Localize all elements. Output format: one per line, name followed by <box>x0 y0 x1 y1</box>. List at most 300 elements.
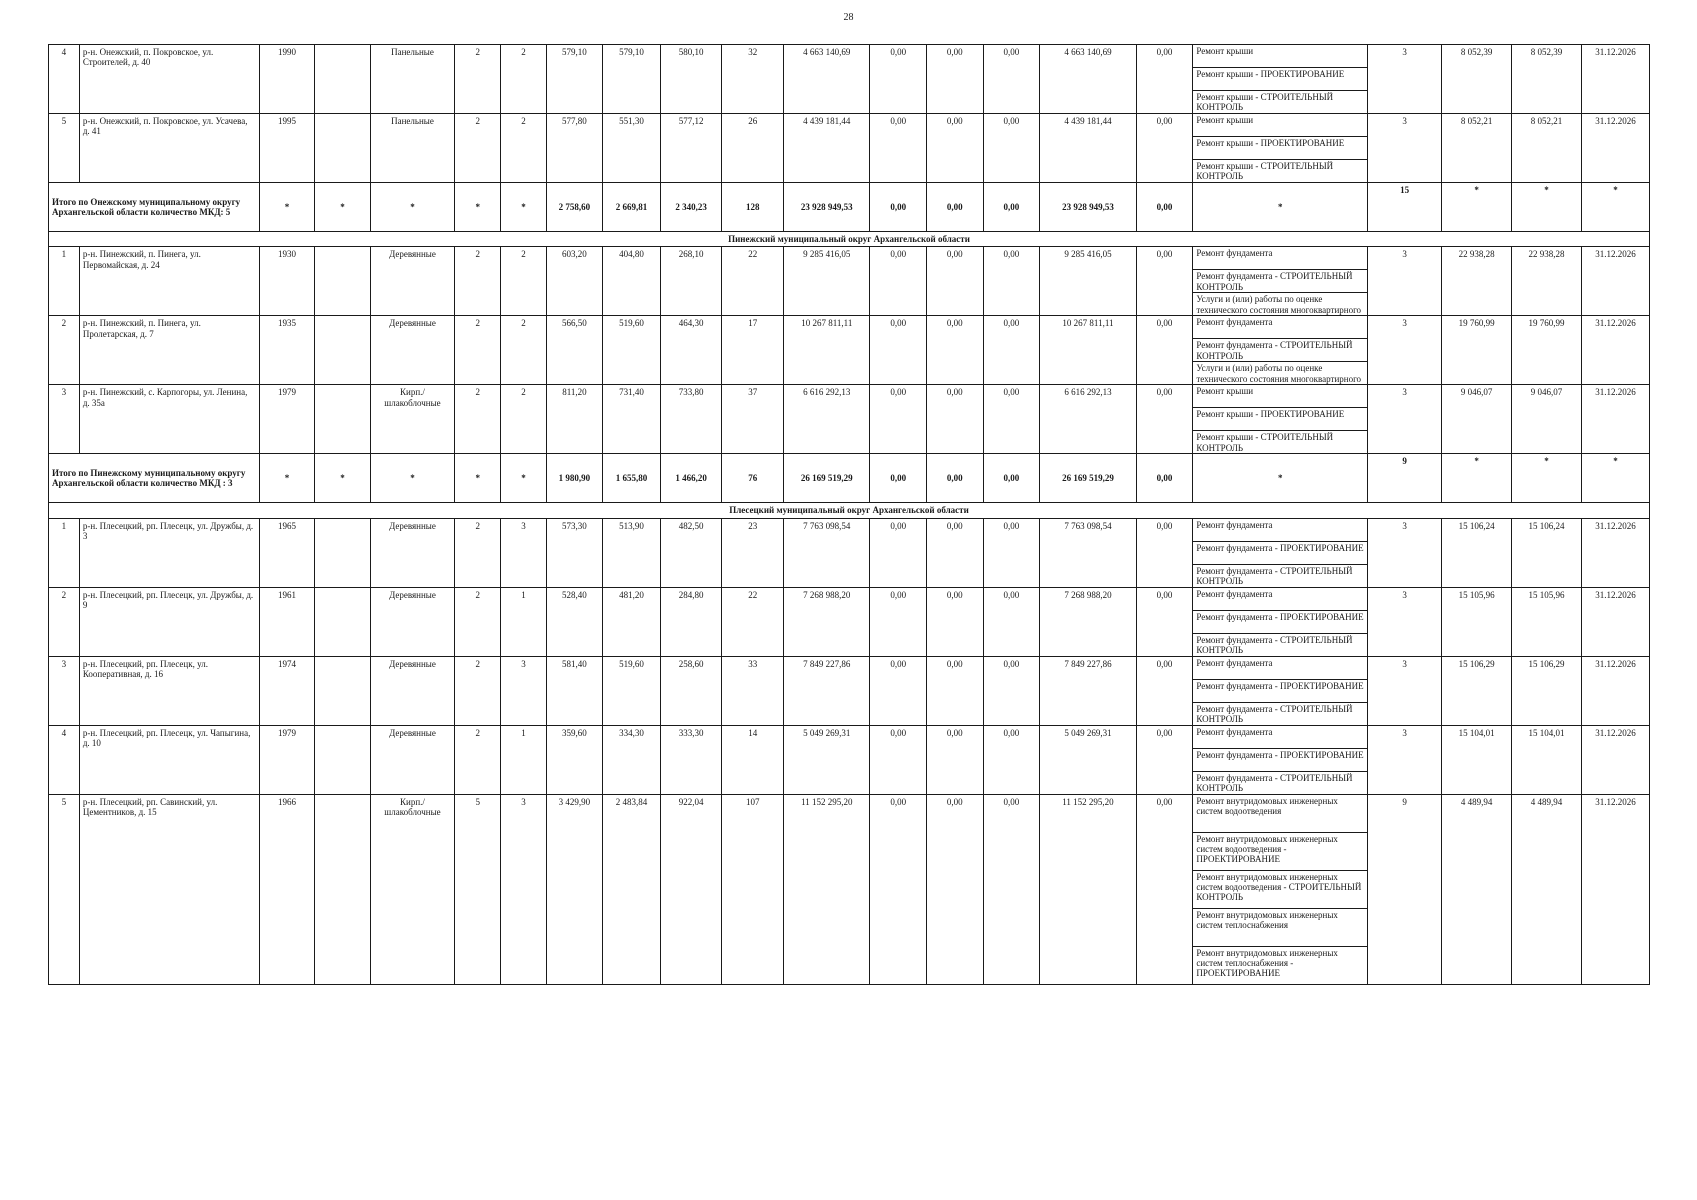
unit-cost-max: 4 489,94 <box>1512 794 1582 984</box>
cost-regional: 0,00 <box>927 656 984 725</box>
work-item: Ремонт фундамента - СТРОИТЕЛЬНЫЙ КОНТРОЛЬ <box>1196 565 1353 587</box>
area-living: 334,30 <box>603 725 661 794</box>
total-residents: 128 <box>722 183 784 232</box>
unit-cost: 15 105,96 <box>1442 587 1512 656</box>
wall-material: Деревянные <box>370 518 454 587</box>
floors-count: 2 <box>455 385 501 454</box>
unit-cost: 22 938,28 <box>1442 247 1512 316</box>
work-item: Ремонт крыши - СТРОИТЕЛЬНЫЙ КОНТРОЛЬ <box>1196 432 1334 453</box>
work-item: Ремонт внутридомовых инженерных систем теплоснабжения <box>1193 909 1367 947</box>
work-item: Ремонт фундамента <box>1193 726 1367 749</box>
cost-regional: 0,00 <box>927 725 984 794</box>
total-star-unit-max: * <box>1512 454 1582 503</box>
total-star-unit-max: * <box>1512 183 1582 232</box>
page-number: 28 <box>843 12 854 23</box>
cost-total: 7 763 098,54 <box>784 518 870 587</box>
works-cell <box>1193 794 1368 984</box>
area-living: 579,10 <box>603 45 661 114</box>
year-last-repair <box>315 587 371 656</box>
cost-regional: 0,00 <box>927 385 984 454</box>
entrances-count: 3 <box>501 656 546 725</box>
area-residential: 464,30 <box>660 316 722 385</box>
year-last-repair <box>315 45 371 114</box>
work-item: Ремонт внутридомовых инженерных систем водоотведения <box>1193 795 1367 833</box>
residents-count: 26 <box>722 114 784 183</box>
works-count: 3 <box>1368 114 1442 183</box>
area-residential: 580,10 <box>660 45 722 114</box>
deadline: 31.12.2026 <box>1581 385 1649 454</box>
cost-local: 0,00 <box>983 247 1040 316</box>
works-list <box>1193 247 1367 315</box>
work-item: Ремонт фундамента <box>1193 247 1367 270</box>
total-row <box>49 183 1650 232</box>
total-cost-local: 0,00 <box>983 454 1040 503</box>
total-star-wall-material: * <box>370 454 454 503</box>
total-star-floors-count: * <box>455 183 501 232</box>
table-row <box>49 794 1650 984</box>
works-cell <box>1193 725 1368 794</box>
works-cell <box>1193 385 1368 454</box>
table-row <box>49 247 1650 316</box>
unit-cost-max: 15 106,24 <box>1512 518 1582 587</box>
work-item: Ремонт крыши - СТРОИТЕЛЬНЫЙ КОНТРОЛЬ <box>1196 161 1334 182</box>
total-cost-local: 0,00 <box>983 183 1040 232</box>
year-built: 1965 <box>259 518 315 587</box>
floors-count: 2 <box>455 247 501 316</box>
total-cost-other: 0,00 <box>1136 183 1193 232</box>
cost-other: 0,00 <box>1136 656 1193 725</box>
cost-total: 4 663 140,69 <box>784 45 870 114</box>
address-cell: р-н. Плесецкий, рп. Плесецк, ул. Кооперативная, д. 16 <box>79 656 259 725</box>
wall-material: Деревянные <box>370 247 454 316</box>
cost-owners-fund: 7 268 988,20 <box>1040 587 1137 656</box>
area-total: 566,50 <box>546 316 603 385</box>
cost-owners-fund: 4 663 140,69 <box>1040 45 1137 114</box>
year-last-repair <box>315 794 371 984</box>
floors-count: 2 <box>455 656 501 725</box>
total-star-unit-cost: * <box>1442 183 1512 232</box>
work-item: Ремонт крыши <box>1193 114 1367 137</box>
wall-material: Кирп./шлакоблочные <box>370 385 454 454</box>
year-last-repair <box>315 725 371 794</box>
works-count: 3 <box>1368 385 1442 454</box>
unit-cost: 19 760,99 <box>1442 316 1512 385</box>
address-cell: р-н. Плесецкий, рп. Савинский, ул. Цементников, д. 15 <box>79 794 259 984</box>
entrances-count: 1 <box>501 725 546 794</box>
year-built: 1990 <box>259 45 315 114</box>
row-number: 4 <box>49 45 80 114</box>
works-count: 3 <box>1368 316 1442 385</box>
works-count: 9 <box>1368 794 1442 984</box>
work-item: Услуги и (или) работы по оценке технического состояния многоквартирного <box>1196 294 1362 315</box>
works-cell <box>1193 114 1368 183</box>
year-built: 1966 <box>259 794 315 984</box>
cost-total: 6 616 292,13 <box>784 385 870 454</box>
area-total: 579,10 <box>546 45 603 114</box>
unit-cost-max: 22 938,28 <box>1512 247 1582 316</box>
works-count: 3 <box>1368 587 1442 656</box>
wall-material: Деревянные <box>370 316 454 385</box>
address-cell: р-н. Плесецкий, рп. Плесецк, ул. Дружбы, д. 9 <box>79 587 259 656</box>
cost-federal: 0,00 <box>870 518 927 587</box>
works-list <box>1193 588 1367 656</box>
residents-count: 22 <box>722 247 784 316</box>
cost-total: 11 152 295,20 <box>784 794 870 984</box>
row-number: 5 <box>49 114 80 183</box>
cost-local: 0,00 <box>983 114 1040 183</box>
deadline: 31.12.2026 <box>1581 316 1649 385</box>
total-cost-regional: 0,00 <box>927 183 984 232</box>
cost-owners-fund: 11 152 295,20 <box>1040 794 1137 984</box>
area-living: 2 483,84 <box>603 794 661 984</box>
wall-material: Панельные <box>370 45 454 114</box>
deadline: 31.12.2026 <box>1581 725 1649 794</box>
work-item: Ремонт фундамента - ПРОЕКТИРОВАНИЕ <box>1193 680 1367 703</box>
area-living: 551,30 <box>603 114 661 183</box>
works-count: 3 <box>1368 656 1442 725</box>
row-number: 3 <box>49 656 80 725</box>
total-star-wall-material: * <box>370 183 454 232</box>
section-header-row <box>49 503 1650 518</box>
address-cell: р-н. Онежский, п. Покровское, ул. Усачева, д. 41 <box>79 114 259 183</box>
entrances-count: 2 <box>501 316 546 385</box>
cost-federal: 0,00 <box>870 587 927 656</box>
cost-total: 7 268 988,20 <box>784 587 870 656</box>
cost-federal: 0,00 <box>870 247 927 316</box>
cost-federal: 0,00 <box>870 114 927 183</box>
year-last-repair <box>315 114 371 183</box>
works-count: 3 <box>1368 725 1442 794</box>
table-body <box>49 45 1650 985</box>
unit-cost-max: 8 052,39 <box>1512 45 1582 114</box>
cost-owners-fund: 7 849 227,86 <box>1040 656 1137 725</box>
wall-material: Деревянные <box>370 725 454 794</box>
area-total: 603,20 <box>546 247 603 316</box>
unit-cost: 4 489,94 <box>1442 794 1512 984</box>
cost-other: 0,00 <box>1136 794 1193 984</box>
cost-federal: 0,00 <box>870 725 927 794</box>
total-works-count: 15 <box>1368 183 1442 232</box>
floors-count: 5 <box>455 794 501 984</box>
area-residential: 733,80 <box>660 385 722 454</box>
residents-count: 107 <box>722 794 784 984</box>
works-cell <box>1193 316 1368 385</box>
works-list <box>1193 114 1367 182</box>
work-item: Ремонт внутридомовых инженерных систем теплоснабжения - ПРОЕКТИРОВАНИЕ <box>1196 947 1338 979</box>
cost-owners-fund: 7 763 098,54 <box>1040 518 1137 587</box>
table-row <box>49 725 1650 794</box>
works-list <box>1193 726 1367 794</box>
entrances-count: 2 <box>501 385 546 454</box>
year-built: 1961 <box>259 587 315 656</box>
cost-regional: 0,00 <box>927 794 984 984</box>
area-total: 359,60 <box>546 725 603 794</box>
cost-other: 0,00 <box>1136 385 1193 454</box>
total-cost-owners-fund: 23 928 949,53 <box>1040 183 1137 232</box>
table-row <box>49 45 1650 114</box>
row-number: 1 <box>49 518 80 587</box>
cost-federal: 0,00 <box>870 385 927 454</box>
total-cost: 26 169 519,29 <box>784 454 870 503</box>
work-item: Ремонт фундамента <box>1193 316 1367 339</box>
works-cell <box>1193 518 1368 587</box>
total-cost-federal: 0,00 <box>870 454 927 503</box>
work-item: Ремонт внутридомовых инженерных систем водоотведения - СТРОИТЕЛЬНЫЙ КОНТРОЛЬ <box>1193 871 1367 909</box>
residents-count: 22 <box>722 587 784 656</box>
cost-other: 0,00 <box>1136 114 1193 183</box>
unit-cost: 15 106,24 <box>1442 518 1512 587</box>
work-item: Ремонт фундамента - ПРОЕКТИРОВАНИЕ <box>1193 542 1367 565</box>
cost-other: 0,00 <box>1136 725 1193 794</box>
total-star-unit-cost: * <box>1442 454 1512 503</box>
work-item: Ремонт фундамента - СТРОИТЕЛЬНЫЙ КОНТРОЛЬ <box>1196 772 1353 794</box>
area-living: 404,80 <box>603 247 661 316</box>
cost-other: 0,00 <box>1136 518 1193 587</box>
cost-local: 0,00 <box>983 45 1040 114</box>
area-living: 519,60 <box>603 316 661 385</box>
year-built: 1930 <box>259 247 315 316</box>
work-item: Ремонт крыши - ПРОЕКТИРОВАНИЕ <box>1193 68 1367 91</box>
area-residential: 258,60 <box>660 656 722 725</box>
table-row <box>49 587 1650 656</box>
residents-count: 37 <box>722 385 784 454</box>
total-star-entrances-count: * <box>501 454 546 503</box>
year-last-repair <box>315 518 371 587</box>
floors-count: 2 <box>455 725 501 794</box>
cost-total: 4 439 181,44 <box>784 114 870 183</box>
row-number: 2 <box>49 587 80 656</box>
total-label: Итого по Онежскому муниципальному округу Архангельской области количество МКД: 5 <box>49 183 260 232</box>
deadline: 31.12.2026 <box>1581 518 1649 587</box>
cost-federal: 0,00 <box>870 45 927 114</box>
cost-other: 0,00 <box>1136 316 1193 385</box>
cost-other: 0,00 <box>1136 247 1193 316</box>
cost-other: 0,00 <box>1136 45 1193 114</box>
works-list <box>1193 657 1367 725</box>
cost-federal: 0,00 <box>870 794 927 984</box>
residents-count: 23 <box>722 518 784 587</box>
area-living: 731,40 <box>603 385 661 454</box>
cost-owners-fund: 4 439 181,44 <box>1040 114 1137 183</box>
cost-local: 0,00 <box>983 385 1040 454</box>
floors-count: 2 <box>455 45 501 114</box>
total-star-floors-count: * <box>455 454 501 503</box>
cost-local: 0,00 <box>983 725 1040 794</box>
cost-total: 9 285 416,05 <box>784 247 870 316</box>
unit-cost: 8 052,39 <box>1442 45 1512 114</box>
work-item: Ремонт фундамента - ПРОЕКТИРОВАНИЕ <box>1193 749 1367 772</box>
wall-material: Панельные <box>370 114 454 183</box>
cost-local: 0,00 <box>983 794 1040 984</box>
cost-regional: 0,00 <box>927 247 984 316</box>
deadline: 31.12.2026 <box>1581 45 1649 114</box>
year-last-repair <box>315 385 371 454</box>
work-item: Ремонт фундамента <box>1193 519 1367 542</box>
entrances-count: 2 <box>501 247 546 316</box>
entrances-count: 1 <box>501 587 546 656</box>
works-list <box>1193 385 1367 453</box>
total-cost-other: 0,00 <box>1136 454 1193 503</box>
area-total: 3 429,90 <box>546 794 603 984</box>
section-title: Плесецкий муниципальный округ Архангельской области <box>49 503 1650 518</box>
work-item: Ремонт фундамента - СТРОИТЕЛЬНЫЙ КОНТРОЛЬ <box>1193 270 1367 293</box>
row-number: 5 <box>49 794 80 984</box>
total-area-total: 2 758,60 <box>546 183 603 232</box>
cost-total: 5 049 269,31 <box>784 725 870 794</box>
cost-owners-fund: 5 049 269,31 <box>1040 725 1137 794</box>
row-number: 4 <box>49 725 80 794</box>
floors-count: 2 <box>455 114 501 183</box>
total-star-works: * <box>1193 454 1368 503</box>
address-cell: р-н. Плесецкий, рп. Плесецк, ул. Чапыгина, д. 10 <box>79 725 259 794</box>
cost-local: 0,00 <box>983 587 1040 656</box>
deadline: 31.12.2026 <box>1581 656 1649 725</box>
residents-count: 17 <box>722 316 784 385</box>
cost-local: 0,00 <box>983 518 1040 587</box>
total-star-year-last-repair: * <box>315 183 371 232</box>
entrances-count: 3 <box>501 794 546 984</box>
residents-count: 14 <box>722 725 784 794</box>
cost-local: 0,00 <box>983 316 1040 385</box>
cost-regional: 0,00 <box>927 114 984 183</box>
works-cell <box>1193 587 1368 656</box>
works-cell <box>1193 247 1368 316</box>
area-living: 513,90 <box>603 518 661 587</box>
total-star-deadline: * <box>1581 454 1649 503</box>
area-residential: 333,30 <box>660 725 722 794</box>
area-total: 581,40 <box>546 656 603 725</box>
wall-material: Деревянные <box>370 656 454 725</box>
floors-count: 2 <box>455 316 501 385</box>
repair-program-table <box>48 44 1650 985</box>
row-number: 2 <box>49 316 80 385</box>
area-total: 573,30 <box>546 518 603 587</box>
area-residential: 284,80 <box>660 587 722 656</box>
table-row <box>49 518 1650 587</box>
works-list <box>1193 316 1367 384</box>
cost-owners-fund: 6 616 292,13 <box>1040 385 1137 454</box>
floors-count: 2 <box>455 518 501 587</box>
year-built: 1935 <box>259 316 315 385</box>
works-cell <box>1193 656 1368 725</box>
address-cell: р-н. Плесецкий, рп. Плесецк, ул. Дружбы, д. 3 <box>79 518 259 587</box>
work-item: Ремонт крыши - ПРОЕКТИРОВАНИЕ <box>1193 408 1367 431</box>
table-row <box>49 385 1650 454</box>
address-cell: р-н. Пинежский, с. Карпогоры, ул. Ленина, д. 35а <box>79 385 259 454</box>
total-star-year-built: * <box>259 183 315 232</box>
address-cell: р-н. Пинежский, п. Пинега, ул. Первомайская, д. 24 <box>79 247 259 316</box>
total-residents: 76 <box>722 454 784 503</box>
section-title: Пинежский муниципальный округ Архангельской области <box>49 232 1650 247</box>
unit-cost-max: 15 105,96 <box>1512 587 1582 656</box>
year-last-repair <box>315 247 371 316</box>
cost-federal: 0,00 <box>870 656 927 725</box>
area-residential: 268,10 <box>660 247 722 316</box>
unit-cost-max: 19 760,99 <box>1512 316 1582 385</box>
work-item: Ремонт фундамента - СТРОИТЕЛЬНЫЙ КОНТРОЛЬ <box>1196 634 1353 656</box>
total-area-residential: 1 466,20 <box>660 454 722 503</box>
deadline: 31.12.2026 <box>1581 587 1649 656</box>
cost-regional: 0,00 <box>927 316 984 385</box>
year-last-repair <box>315 316 371 385</box>
area-living: 481,20 <box>603 587 661 656</box>
works-cell <box>1193 45 1368 114</box>
unit-cost: 8 052,21 <box>1442 114 1512 183</box>
work-item: Ремонт фундамента - СТРОИТЕЛЬНЫЙ КОНТРОЛЬ <box>1193 339 1367 362</box>
area-residential: 577,12 <box>660 114 722 183</box>
work-item: Услуги и (или) работы по оценке технического состояния многоквартирного <box>1196 363 1362 384</box>
work-item: Ремонт фундамента <box>1193 588 1367 611</box>
area-total: 577,80 <box>546 114 603 183</box>
floors-count: 2 <box>455 587 501 656</box>
total-works-count: 9 <box>1368 454 1442 503</box>
entrances-count: 2 <box>501 45 546 114</box>
residents-count: 32 <box>722 45 784 114</box>
work-item: Ремонт фундамента - ПРОЕКТИРОВАНИЕ <box>1193 611 1367 634</box>
total-star-works: * <box>1193 183 1368 232</box>
wall-material: Кирп./шлакоблочные <box>370 794 454 984</box>
address-cell: р-н. Онежский, п. Покровское, ул. Строителей, д. 40 <box>79 45 259 114</box>
cost-regional: 0,00 <box>927 587 984 656</box>
entrances-count: 2 <box>501 114 546 183</box>
cost-total: 7 849 227,86 <box>784 656 870 725</box>
year-built: 1995 <box>259 114 315 183</box>
deadline: 31.12.2026 <box>1581 247 1649 316</box>
residents-count: 33 <box>722 656 784 725</box>
table-row <box>49 316 1650 385</box>
cost-other: 0,00 <box>1136 587 1193 656</box>
cost-owners-fund: 10 267 811,11 <box>1040 316 1137 385</box>
total-area-living: 1 655,80 <box>603 454 661 503</box>
unit-cost-max: 15 106,29 <box>1512 656 1582 725</box>
total-star-year-built: * <box>259 454 315 503</box>
work-item: Ремонт крыши <box>1193 45 1367 68</box>
total-area-residential: 2 340,23 <box>660 183 722 232</box>
total-star-year-last-repair: * <box>315 454 371 503</box>
total-cost-regional: 0,00 <box>927 454 984 503</box>
works-count: 3 <box>1368 45 1442 114</box>
work-item: Ремонт внутридомовых инженерных систем водоотведения - ПРОЕКТИРОВАНИЕ <box>1193 833 1367 871</box>
year-last-repair <box>315 656 371 725</box>
unit-cost: 15 104,01 <box>1442 725 1512 794</box>
address-cell: р-н. Пинежский, п. Пинега, ул. Пролетарская, д. 7 <box>79 316 259 385</box>
unit-cost-max: 15 104,01 <box>1512 725 1582 794</box>
total-star-deadline: * <box>1581 183 1649 232</box>
work-item: Ремонт крыши - СТРОИТЕЛЬНЫЙ КОНТРОЛЬ <box>1196 92 1334 113</box>
area-living: 519,60 <box>603 656 661 725</box>
unit-cost-max: 8 052,21 <box>1512 114 1582 183</box>
year-built: 1979 <box>259 385 315 454</box>
work-item: Ремонт фундамента - СТРОИТЕЛЬНЫЙ КОНТРОЛЬ <box>1196 703 1353 725</box>
cost-federal: 0,00 <box>870 316 927 385</box>
total-cost: 23 928 949,53 <box>784 183 870 232</box>
total-cost-federal: 0,00 <box>870 183 927 232</box>
cost-regional: 0,00 <box>927 518 984 587</box>
total-area-total: 1 980,90 <box>546 454 603 503</box>
cost-total: 10 267 811,11 <box>784 316 870 385</box>
table-row <box>49 656 1650 725</box>
work-item: Ремонт крыши <box>1193 385 1367 408</box>
works-count: 3 <box>1368 518 1442 587</box>
works-list <box>1193 519 1367 587</box>
deadline: 31.12.2026 <box>1581 114 1649 183</box>
year-built: 1974 <box>259 656 315 725</box>
unit-cost: 9 046,07 <box>1442 385 1512 454</box>
deadline: 31.12.2026 <box>1581 794 1649 984</box>
entrances-count: 3 <box>501 518 546 587</box>
section-header-row <box>49 232 1650 247</box>
wall-material: Деревянные <box>370 587 454 656</box>
